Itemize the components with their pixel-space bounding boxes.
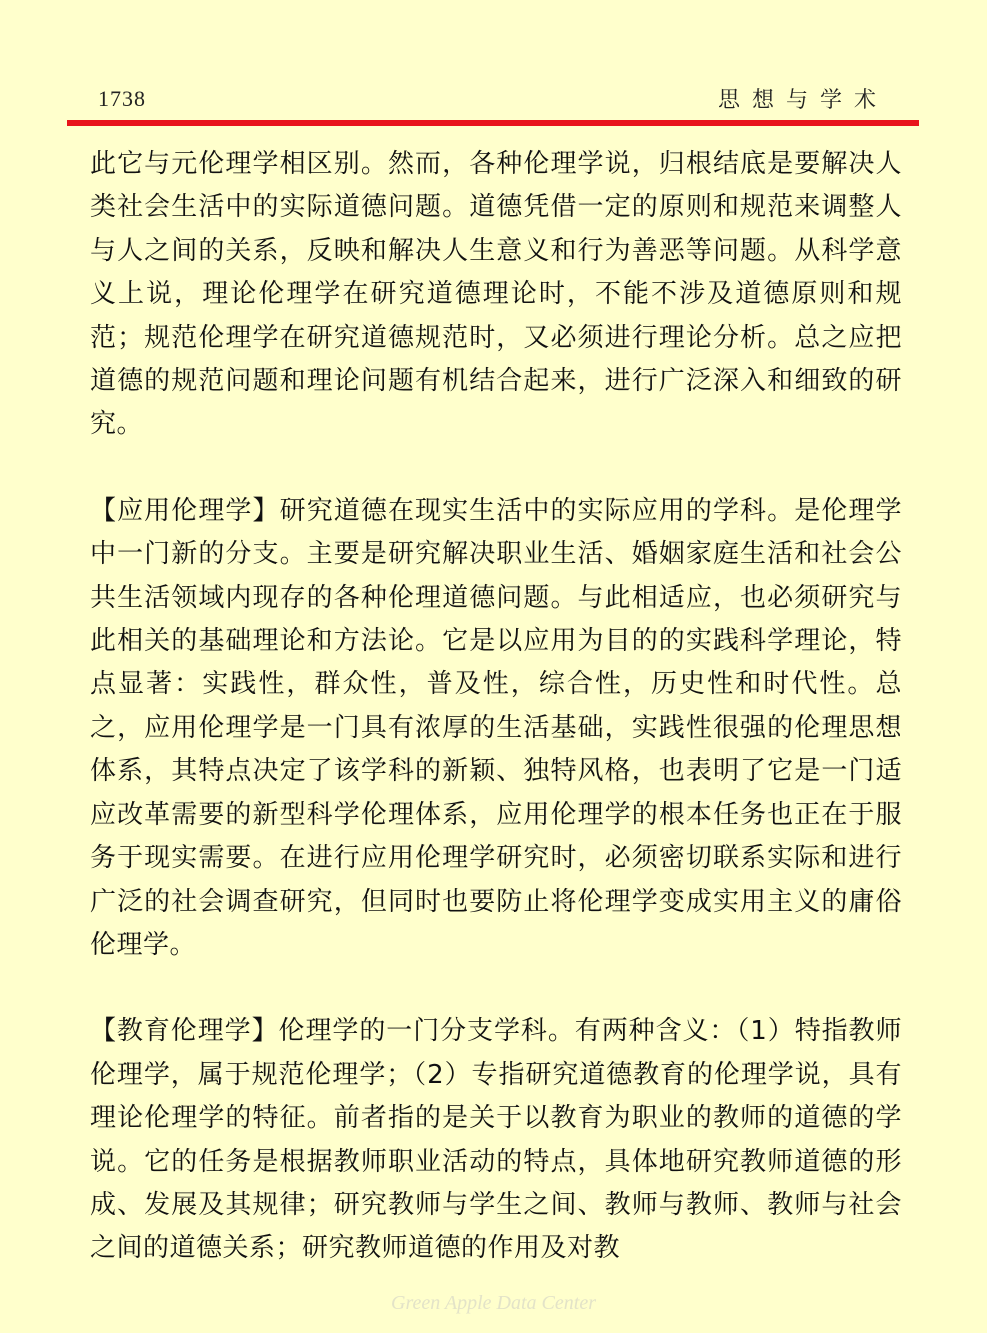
page-header xyxy=(0,0,987,130)
paragraph-text: 研究道德在现实生活中的实际应用的学科。是伦理学中一门新的分支。主要是研究解决职业生活、婚姻家庭生活和社会公共生活领域内现存的各种伦理道德问题。与此相适应，也必须研究与此相关的基础理论和方法论。它是以应用为目的的实践科学理论，特点显著：实践性，群众性，普及性，综合性，历史性和时代性。总之，应用伦理学是一门具有浓厚的生活基础，实践性很强的伦理思想体系，其特点决定了该学科的新颖、独特风格，也表明了它是一门适应改革需要的新型科学伦理体系，应用伦理学的根本任务也正在于服务于现实需要。在进行应用伦理学研究时，必须密切联系实际和进行广泛的社会调查研究，但同时也要防止将伦理学变成实用主义的庸俗伦理学。 xyxy=(90,495,902,960)
paragraph-text: 伦理学的一门分支学科。有两种含义：（1）特指教师伦理学，属于规范伦理学；（2）专指研究道德教育的伦理学说，具有理论伦理学的特征。前者指的是关于以教育为职业的教师的道德的学说。它的任务是根据教师职业活动的特点，具体地研究教师道德的形成、发展及其规律；研究教师与学生之间、教师与教师、教师与社会之间的道德关系；研究教师道德的作用及对教 xyxy=(90,1016,902,1264)
page-number: 1738 xyxy=(98,86,146,111)
paragraph-continued xyxy=(90,143,902,447)
paragraph-gap xyxy=(90,967,902,1010)
paragraph-gap xyxy=(90,447,902,490)
running-title: 思想与学术 xyxy=(718,88,889,113)
entry-term: 【应用伦理学】 xyxy=(90,495,280,526)
body-text xyxy=(90,143,902,1271)
entry-educational-ethics xyxy=(90,1010,902,1270)
watermark: Green Apple Data Center xyxy=(391,1292,596,1314)
entry-applied-ethics xyxy=(90,490,902,967)
entry-term: 【教育伦理学】 xyxy=(90,1016,279,1047)
header-rule xyxy=(67,120,919,126)
paragraph-text: 此它与元伦理学相区别。然而，各种伦理学说，归根结底是要解决人类社会生活中的实际道德问题。道德凭借一定的原则和规范来调整人与人之间的关系，反映和解决人生意义和行为善恶等问题。从科学意义上说，理论伦理学在研究道德理论时，不能不涉及道德原则和规范；规范伦理学在研究道德规范时，又必须进行理论分析。总之应把道德的规范问题和理论问题有机结合起来，进行广泛深入和细致的研究。 xyxy=(90,149,902,440)
